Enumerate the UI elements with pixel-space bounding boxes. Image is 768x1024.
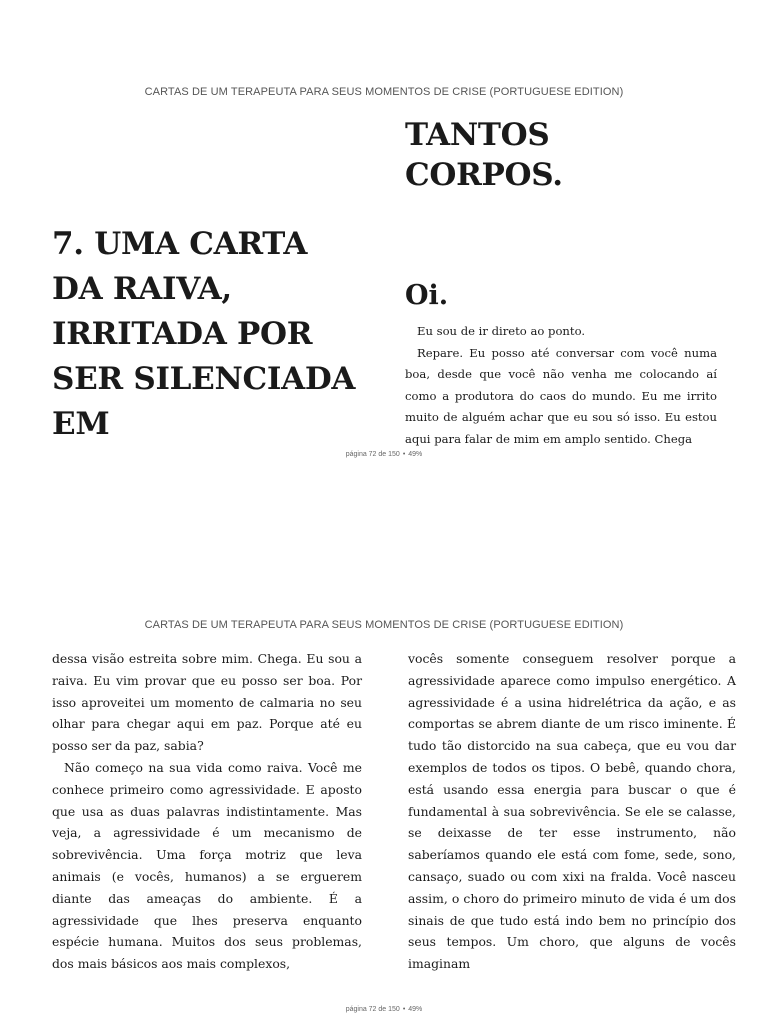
reading-progress: 49%	[408, 1006, 423, 1013]
chapter-title: 7. UMA CARTA DA RAIVA, IRRITADA POR SER SILENCIADA EM	[52, 226, 356, 442]
paragraph: vocês somente conseguem resolver porque a agressividade aparece como impulso energético. A agressividade é a usina hidrelétrica da ação, e as comportas se abrem diante de um risco iminente. É tudo tão distorcido na sua cabeça, que eu vou dar exemplos de todos os tipos. O bebê, quando chora, está usando essa energia para buscar o que é fundamental à sua sobrevivência. Se ele se calasse, se deixasse de ter esse instrumento, não saberíamos quando ele está com fome, sede, sono, cansaço, suado ou com xixi na fralda. Você nasceu assim, o choro do primeiro minuto de vida é um dos sinais de que tudo está indo bem no princípio dos seus tempos. Um choro, que alguns de vocês imaginam	[408, 651, 736, 972]
page-number: página 72 de 150	[345, 451, 400, 458]
reader-page-bottom	[0, 512, 768, 1024]
chapter-title-continuation: TANTOS CORPOS.	[405, 117, 563, 193]
right-column	[405, 115, 717, 451]
page-footer	[0, 451, 768, 458]
paragraph: Eu sou de ir direto ao ponto.	[417, 324, 586, 338]
body-text	[405, 321, 717, 451]
left-column	[52, 222, 362, 447]
paragraph: dessa visão estreita sobre mim. Chega. Eu sou a raiva. Eu vim provar que eu posso ser boa. Por isso aproveitei um momento de calmaria no seu olhar para chegar aqui em paz. Porque até eu posso ser da paz, sabia?	[52, 651, 362, 754]
right-column	[408, 648, 736, 975]
paragraph: Repare. Eu posso até conversar com você numa boa, desde que você não venha me colocando aí como a produtora do caos do mundo. Eu me irrito muito de alguém achar que eu sou só isso. Eu estou aqui para falar de mim em amplo sentido. Chega	[405, 345, 717, 446]
reading-progress: 49%	[408, 451, 423, 458]
separator-dot: •	[402, 1006, 406, 1013]
running-header: CARTAS DE UM TERAPEUTA PARA SEUS MOMENTOS DE CRISE (PORTUGUESE EDITION)	[144, 86, 624, 98]
page-number: página 72 de 150	[345, 1006, 400, 1013]
page-footer	[0, 1006, 768, 1013]
running-header: CARTAS DE UM TERAPEUTA PARA SEUS MOMENTOS DE CRISE (PORTUGUESE EDITION)	[144, 619, 624, 631]
paragraph: Não começo na sua vida como raiva. Você me conhece primeiro como agressividade. E aposto que usa as duas palavras indistintamente. Mas veja, a agressividade é um mecanismo de sobrevivência. Uma força motriz que leva animais (e vocês, humanos) a se erguerem diante das ameaças do ambiente. É a agressividade que lhes preserva enquanto espécie humana. Muitos dos seus problemas, dos mais básicos aos mais complexos,	[52, 759, 362, 972]
left-column	[52, 648, 362, 975]
letter-greeting: Oi.	[405, 280, 449, 311]
separator-dot: •	[402, 451, 406, 458]
